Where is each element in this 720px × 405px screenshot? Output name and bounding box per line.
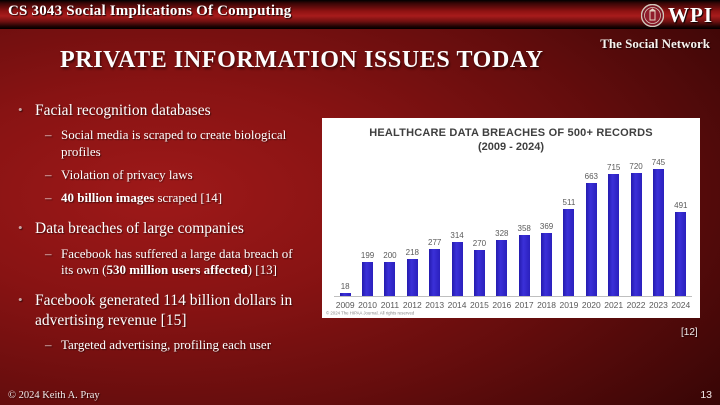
bar-column-2022 — [625, 162, 647, 296]
chart-x-axis-labels — [334, 300, 692, 310]
bar-column-2009 — [334, 282, 356, 296]
bar — [519, 235, 530, 296]
footer-copyright: © 2024 Keith A. Pray — [8, 390, 100, 401]
x-tick-label: 2018 — [537, 300, 557, 310]
bar-value-label: 218 — [405, 248, 419, 257]
x-tick-label: 2010 — [358, 300, 378, 310]
x-tick-label: 2019 — [559, 300, 579, 310]
x-tick-label: 2016 — [492, 300, 512, 310]
x-tick-label: 2012 — [402, 300, 422, 310]
bar-column-2015 — [468, 239, 490, 296]
bar-column-2019 — [558, 198, 580, 296]
bar-column-2024 — [670, 201, 692, 296]
dash-marker: – — [45, 166, 52, 182]
bullet-list — [18, 101, 318, 353]
bar — [675, 212, 686, 296]
bar-column-2012 — [401, 248, 423, 296]
bar — [407, 259, 418, 296]
bullet-item — [18, 291, 318, 330]
bar-column-2021 — [603, 163, 625, 296]
chart-bars — [334, 155, 692, 297]
x-tick-label: 2024 — [671, 300, 691, 310]
bar — [340, 293, 351, 296]
bar-value-label: 511 — [562, 198, 576, 207]
bar-column-2020 — [580, 172, 602, 296]
chart-source-note: © 2024 The HIPAA Journal. All rights reserved — [326, 311, 415, 316]
dash-marker: – — [45, 245, 52, 261]
bar — [362, 262, 373, 296]
bar-value-label: 277 — [428, 238, 442, 247]
bullet-item — [45, 127, 307, 160]
bar-value-label: 369 — [539, 222, 554, 231]
bar-value-label: 270 — [472, 239, 487, 248]
x-tick-label: 2011 — [380, 300, 400, 310]
bar-column-2017 — [513, 224, 535, 296]
healthcare-breaches-chart — [322, 118, 700, 318]
x-tick-label: 2013 — [425, 300, 445, 310]
bullet-text: Facebook has suffered a large data breach of its own (530 million users affected) [13] — [61, 245, 293, 277]
bar — [563, 209, 574, 296]
x-tick-label: 2009 — [335, 300, 355, 310]
bar-column-2018 — [535, 222, 557, 296]
chart-citation: [12] — [681, 327, 698, 338]
x-tick-label: 2022 — [626, 300, 646, 310]
bullet-text: Data breaches of large companies — [35, 220, 244, 238]
deck-subtitle: The Social Network — [600, 36, 710, 51]
bar-column-2023 — [647, 158, 669, 296]
x-tick-label: 2017 — [514, 300, 534, 310]
dash-marker: – — [45, 337, 52, 352]
bullet-item — [18, 219, 318, 238]
bullet-item — [45, 337, 307, 353]
x-tick-label: 2020 — [581, 300, 601, 310]
bar — [608, 174, 619, 296]
bullet-text: Facial recognition databases — [35, 102, 211, 119]
bar — [631, 173, 642, 296]
header-bar — [0, 0, 720, 29]
page-number: 13 — [700, 389, 712, 401]
x-tick-label: 2014 — [447, 300, 467, 310]
bar — [474, 250, 485, 296]
bar-column-2011 — [379, 251, 401, 296]
bar-value-label: 200 — [383, 251, 397, 260]
bar — [429, 249, 440, 296]
bullet-item — [45, 167, 307, 183]
wpi-seal-icon — [641, 4, 664, 27]
chart-subtitle: (2009 - 2024) — [477, 141, 545, 153]
bar-value-label: 491 — [674, 201, 688, 210]
bullet-marker: • — [18, 102, 23, 117]
bar-column-2014 — [446, 231, 468, 296]
bar-value-label: 358 — [517, 224, 531, 233]
dash-marker: – — [45, 190, 52, 206]
bullet-text: 40 billion images scraped [14] — [61, 190, 223, 206]
bar — [653, 169, 664, 296]
bar-value-label: 720 — [629, 162, 643, 171]
bar-value-label: 715 — [607, 163, 621, 172]
page-title: PRIVATE INFORMATION ISSUES TODAY — [60, 47, 544, 73]
bar-value-label: 745 — [651, 158, 666, 167]
bullet-text: Targeted advertising, profiling each user — [61, 337, 272, 352]
bar-value-label: 18 — [340, 282, 350, 291]
bar-value-label: 314 — [450, 231, 464, 240]
dash-marker: – — [45, 127, 52, 143]
bullet-text: Violation of privacy laws — [61, 166, 193, 182]
x-tick-label: 2023 — [648, 300, 668, 310]
bar — [541, 233, 552, 296]
bar — [452, 242, 463, 296]
bar-column-2016 — [491, 229, 513, 296]
bullet-item — [45, 190, 307, 206]
bullet-item — [18, 101, 318, 120]
bullet-marker: • — [18, 292, 23, 308]
bullet-text: Facebook generated 114 billion dollars in advertising revenue [15] — [35, 292, 293, 329]
wpi-logo — [641, 3, 713, 28]
bar-column-2013 — [424, 238, 446, 296]
bar — [496, 240, 507, 296]
course-title: CS 3043 Social Implications Of Computing — [8, 3, 292, 19]
bar-column-2010 — [356, 251, 378, 296]
chart-title: HEALTHCARE DATA BREACHES OF 500+ RECORDS — [369, 127, 653, 139]
bar-value-label: 328 — [495, 229, 509, 238]
bar-value-label: 663 — [584, 172, 598, 181]
bullet-text: Social media is scraped to create biological profiles — [61, 127, 287, 159]
x-tick-label: 2021 — [604, 300, 624, 310]
bullet-marker: • — [18, 220, 23, 236]
bar-value-label: 199 — [360, 251, 375, 260]
wpi-logo-text: WPI — [668, 3, 713, 27]
x-tick-label: 2015 — [469, 300, 489, 310]
bullet-item — [45, 246, 307, 279]
bar — [384, 262, 395, 296]
bar — [586, 183, 597, 296]
